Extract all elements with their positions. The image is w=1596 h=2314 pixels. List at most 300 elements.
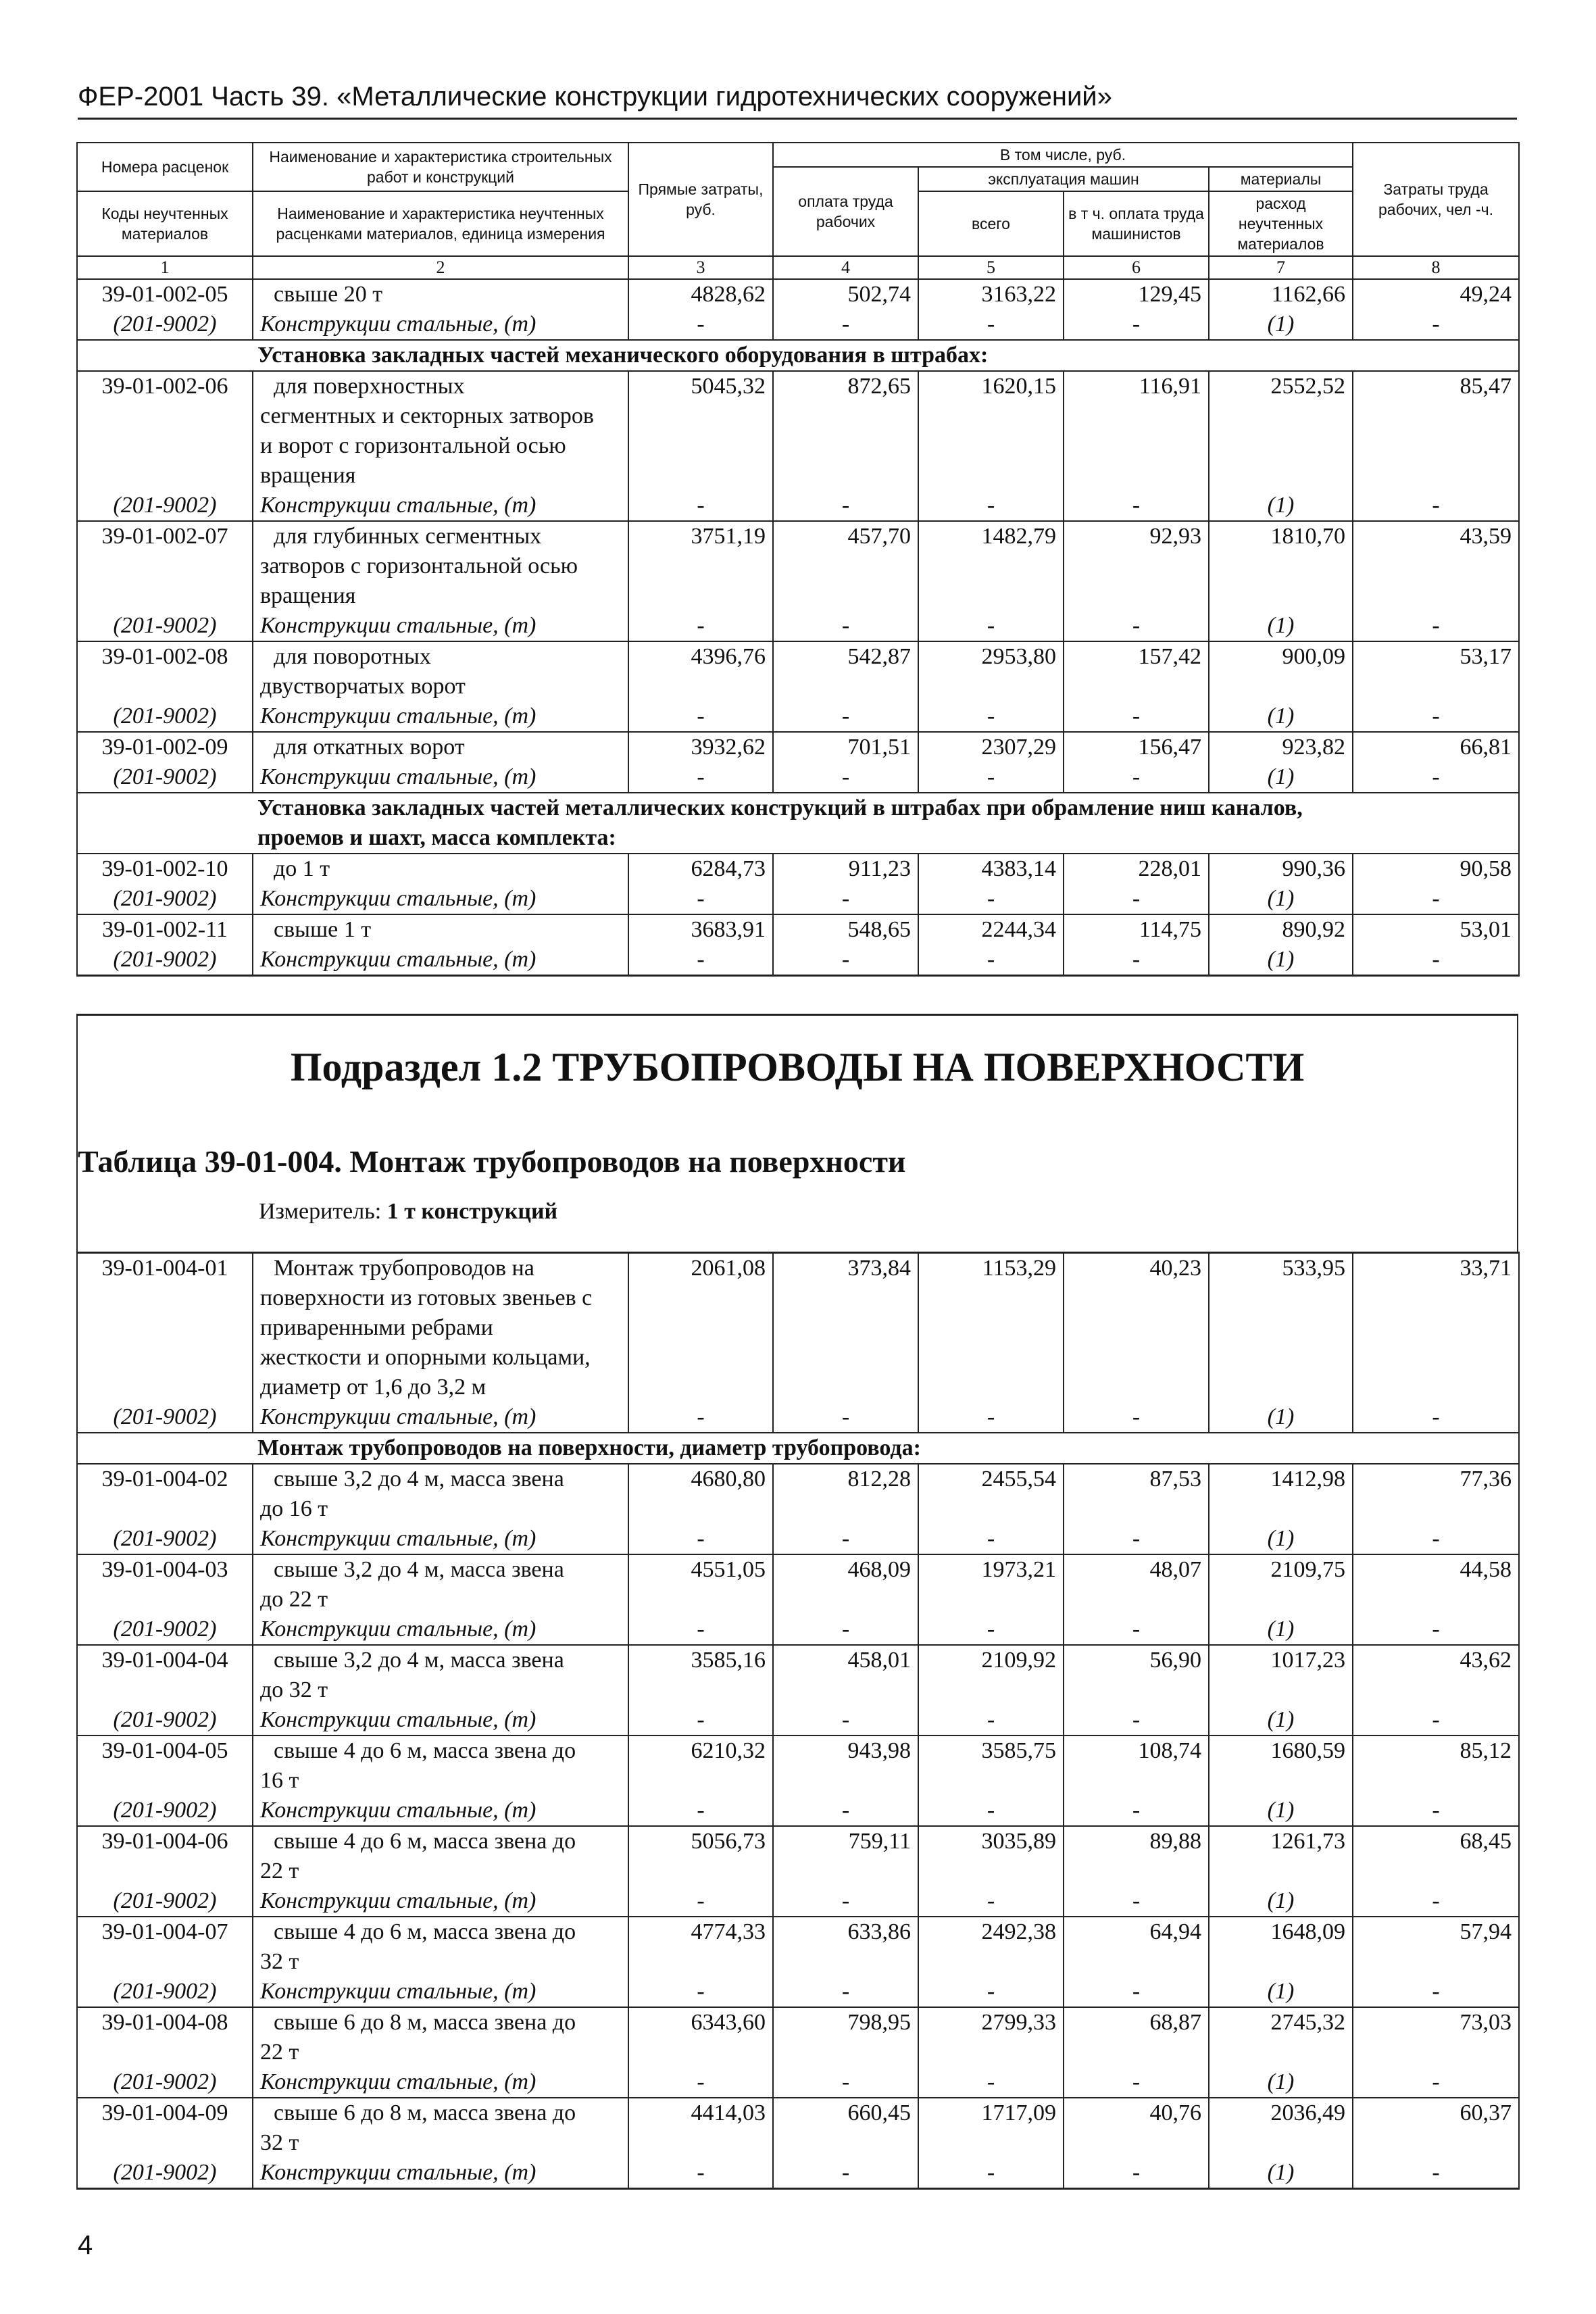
- material-row: [77, 1886, 1519, 1917]
- rate-code: 39-01-004-06: [77, 1826, 253, 1886]
- rate-name: [253, 1464, 628, 1524]
- material-dash: -: [773, 1615, 918, 1645]
- rate-value: 2552,52: [1209, 371, 1353, 491]
- rate-value: 457,70: [773, 521, 918, 611]
- rate-name-line: приваренными ребрами: [260, 1315, 493, 1340]
- rate-value: 44,58: [1353, 1554, 1519, 1615]
- material-dash: -: [773, 310, 918, 340]
- rate-value: 1620,15: [918, 371, 1064, 491]
- rate-value: 759,11: [773, 1826, 918, 1886]
- subsection-title: Подраздел 1.2 ТРУБОПРОВОДЫ НА ПОВЕРХНОСТИ: [290, 1045, 1305, 1089]
- section-row: [77, 1433, 1519, 1464]
- material-dash: -: [1353, 884, 1519, 914]
- rate-row: [77, 1645, 1519, 1705]
- col-num: 3: [628, 256, 773, 279]
- rate-value: 57,94: [1353, 1917, 1519, 1977]
- header-machines-total: всего: [918, 191, 1064, 256]
- material-row: [77, 1615, 1519, 1645]
- rate-code: 39-01-002-05: [77, 279, 253, 310]
- material-qty: (1): [1209, 1886, 1353, 1917]
- rate-value: 43,62: [1353, 1645, 1519, 1705]
- rate-value: 990,36: [1209, 854, 1353, 884]
- rate-value: 798,95: [773, 2007, 918, 2067]
- material-name: Конструкции стальные, (т): [253, 1402, 628, 1433]
- material-dash: -: [1064, 884, 1209, 914]
- rate-value: 3932,62: [628, 732, 773, 762]
- rate-name-line: для глубинных сегментных: [274, 524, 542, 549]
- section-heading-line: Установка закладных частей металлических конструкций в штрабах при обрамление ниш каналов,: [257, 795, 1303, 820]
- material-dash: -: [773, 2067, 918, 2098]
- material-dash: -: [918, 1886, 1064, 1917]
- rate-value: 60,37: [1353, 2098, 1519, 2158]
- material-dash: -: [773, 1524, 918, 1554]
- page-header: ФЕР-2001 Часть 39. «Металлические конструкции гидротехнических сооружений»: [78, 80, 1517, 120]
- material-name: Конструкции стальные, (т): [253, 762, 628, 793]
- rate-row: [77, 1917, 1519, 1977]
- rate-value: 911,23: [773, 854, 918, 884]
- rate-name: [253, 1645, 628, 1705]
- rate-code: 39-01-004-08: [77, 2007, 253, 2067]
- rate-value: 1261,73: [1209, 1826, 1353, 1886]
- rate-row: [77, 1554, 1519, 1615]
- pipelines-table: [76, 1252, 1520, 2190]
- material-code: (201-9002): [77, 701, 253, 732]
- rate-value: 3585,16: [628, 1645, 773, 1705]
- material-dash: -: [1353, 611, 1519, 641]
- rate-value: 1680,59: [1209, 1736, 1353, 1796]
- rate-name-line: свыше 4 до 6 м, масса звена до: [274, 1919, 576, 1944]
- material-dash: -: [1064, 1796, 1209, 1826]
- rate-value: 3035,89: [918, 1826, 1064, 1886]
- rate-value: 156,47: [1064, 732, 1209, 762]
- rate-value: 89,88: [1064, 1826, 1209, 1886]
- rate-name-line: диаметр от 1,6 до 3,2 м: [260, 1375, 487, 1400]
- rate-name-line: до 32 т: [260, 1677, 328, 1702]
- rate-value: 900,09: [1209, 641, 1353, 701]
- rate-value: 116,91: [1064, 371, 1209, 491]
- material-dash: -: [1064, 1977, 1209, 2007]
- rate-name-line: Монтаж трубопроводов на: [274, 1256, 534, 1281]
- rate-name-line: и ворот с горизонтальной осью: [260, 433, 566, 458]
- material-dash: -: [1064, 945, 1209, 976]
- material-dash: -: [628, 491, 773, 521]
- material-dash: -: [918, 491, 1064, 521]
- rate-name-line: до 1 т: [274, 856, 330, 881]
- material-dash: -: [1064, 491, 1209, 521]
- material-qty: (1): [1209, 1977, 1353, 2007]
- material-qty: (1): [1209, 611, 1353, 641]
- rate-value: 6343,60: [628, 2007, 773, 2067]
- material-dash: -: [1353, 1705, 1519, 1736]
- material-qty: (1): [1209, 884, 1353, 914]
- rate-value: 3163,22: [918, 279, 1064, 310]
- rate-name-line: вращения: [260, 583, 356, 608]
- section-heading-line: проемов и шахт, масса комплекта:: [257, 825, 616, 850]
- rate-name: [253, 521, 628, 611]
- material-dash: -: [1353, 2158, 1519, 2189]
- rate-row: [77, 914, 1519, 945]
- col-num: 1: [77, 256, 253, 279]
- material-name: Конструкции стальные, (т): [253, 1705, 628, 1736]
- rate-value: 660,45: [773, 2098, 918, 2158]
- material-dash: -: [773, 1705, 918, 1736]
- material-dash: -: [918, 1977, 1064, 2007]
- rate-value: 85,12: [1353, 1736, 1519, 1796]
- material-name: Конструкции стальные, (т): [253, 701, 628, 732]
- material-row: [77, 1402, 1519, 1433]
- rate-value: 48,07: [1064, 1554, 1209, 1615]
- material-code: (201-9002): [77, 1524, 253, 1554]
- rate-value: 66,81: [1353, 732, 1519, 762]
- material-dash: -: [628, 611, 773, 641]
- rate-code: 39-01-004-07: [77, 1917, 253, 1977]
- material-dash: -: [628, 1886, 773, 1917]
- material-code: (201-9002): [77, 1977, 253, 2007]
- rate-value: 2745,32: [1209, 2007, 1353, 2067]
- material-code: (201-9002): [77, 1615, 253, 1645]
- material-dash: -: [628, 1402, 773, 1433]
- rate-value: 4680,80: [628, 1464, 773, 1524]
- material-dash: -: [628, 1524, 773, 1554]
- material-dash: -: [918, 611, 1064, 641]
- rate-value: 890,92: [1209, 914, 1353, 945]
- material-dash: -: [918, 1402, 1064, 1433]
- material-dash: -: [628, 884, 773, 914]
- rate-value: 77,36: [1353, 1464, 1519, 1524]
- rate-value: 2799,33: [918, 2007, 1064, 2067]
- rate-name: [253, 371, 628, 491]
- material-row: [77, 701, 1519, 732]
- rate-name-line: свыше 3,2 до 4 м, масса звена: [274, 1467, 564, 1492]
- material-dash: -: [628, 1977, 773, 2007]
- rate-value: 53,01: [1353, 914, 1519, 945]
- material-qty: (1): [1209, 762, 1353, 793]
- rate-value: 92,93: [1064, 521, 1209, 611]
- rate-value: 2455,54: [918, 1464, 1064, 1524]
- rate-value: 1482,79: [918, 521, 1064, 611]
- rate-value: 1810,70: [1209, 521, 1353, 611]
- col-num: 6: [1064, 256, 1209, 279]
- rate-value: 90,58: [1353, 854, 1519, 884]
- rate-code: 39-01-004-01: [77, 1253, 253, 1403]
- material-qty: (1): [1209, 1705, 1353, 1736]
- material-dash: -: [1353, 701, 1519, 732]
- section-heading-line: Монтаж трубопроводов на поверхности, диаметр трубопровода:: [257, 1435, 921, 1460]
- material-row: [77, 2158, 1519, 2189]
- material-qty: (1): [1209, 1402, 1353, 1433]
- rate-value: 458,01: [773, 1645, 918, 1705]
- rate-value: 1017,23: [1209, 1645, 1353, 1705]
- rate-value: 468,09: [773, 1554, 918, 1615]
- rate-name-line: свыше 20 т: [274, 282, 383, 307]
- rate-name: [253, 914, 628, 945]
- material-code: (201-9002): [77, 1402, 253, 1433]
- material-name: Конструкции стальные, (т): [253, 310, 628, 340]
- header-material-name: Наименование и характеристика неучтенных расценками материалов, единица измерения: [253, 191, 628, 256]
- rate-name: [253, 1253, 628, 1403]
- rate-value: 157,42: [1064, 641, 1209, 701]
- material-name: Конструкции стальные, (т): [253, 1886, 628, 1917]
- rate-value: 3683,91: [628, 914, 773, 945]
- rate-name-line: свыше 6 до 8 м, масса звена до: [274, 2010, 576, 2035]
- rate-value: 1973,21: [918, 1554, 1064, 1615]
- rate-value: 40,76: [1064, 2098, 1209, 2158]
- material-code: (201-9002): [77, 1796, 253, 1826]
- material-name: Конструкции стальные, (т): [253, 1796, 628, 1826]
- material-row: [77, 1796, 1519, 1826]
- rate-value: 373,84: [773, 1253, 918, 1403]
- rate-code: 39-01-002-10: [77, 854, 253, 884]
- col-num: 2: [253, 256, 628, 279]
- rate-row: [77, 1253, 1519, 1403]
- rate-name-line: двустворчатых ворот: [260, 674, 466, 699]
- rate-row: [77, 2007, 1519, 2067]
- rate-row: [77, 641, 1519, 701]
- rate-value: 1162,66: [1209, 279, 1353, 310]
- rate-name-line: свыше 4 до 6 м, масса звена до: [274, 1829, 576, 1854]
- rate-code: 39-01-002-11: [77, 914, 253, 945]
- material-dash: -: [1353, 1886, 1519, 1917]
- rate-value: 633,86: [773, 1917, 918, 1977]
- material-row: [77, 1524, 1519, 1554]
- material-dash: -: [1064, 1615, 1209, 1645]
- rate-value: 2953,80: [918, 641, 1064, 701]
- rate-value: 33,71: [1353, 1253, 1519, 1403]
- material-dash: -: [1064, 1402, 1209, 1433]
- rate-value: 108,74: [1064, 1736, 1209, 1796]
- rate-value: 85,47: [1353, 371, 1519, 491]
- rate-name-line: для поворотных: [274, 644, 431, 669]
- material-code: (201-9002): [77, 2067, 253, 2098]
- rate-value: 53,17: [1353, 641, 1519, 701]
- material-name: Конструкции стальные, (т): [253, 491, 628, 521]
- material-row: [77, 2067, 1519, 2098]
- rate-value: 701,51: [773, 732, 918, 762]
- material-dash: -: [1064, 611, 1209, 641]
- rate-name: [253, 1826, 628, 1886]
- meter-line: [259, 1197, 557, 1227]
- material-dash: -: [1353, 1402, 1519, 1433]
- material-dash: -: [918, 1524, 1064, 1554]
- rate-value: 4383,14: [918, 854, 1064, 884]
- rates-table: [76, 142, 1520, 977]
- col-num: 5: [918, 256, 1064, 279]
- material-dash: -: [1353, 1615, 1519, 1645]
- material-qty: (1): [1209, 1524, 1353, 1554]
- rate-name-line: свыше 1 т: [274, 917, 372, 942]
- header-machines: эксплуатация машин: [918, 167, 1209, 191]
- material-row: [77, 762, 1519, 793]
- rate-value: 2061,08: [628, 1253, 773, 1403]
- rate-value: 114,75: [1064, 914, 1209, 945]
- material-name: Конструкции стальные, (т): [253, 611, 628, 641]
- material-dash: -: [628, 1615, 773, 1645]
- material-code: (201-9002): [77, 945, 253, 976]
- rate-name-line: 22 т: [260, 1858, 299, 1884]
- rate-name: [253, 279, 628, 310]
- material-row: [77, 1705, 1519, 1736]
- material-dash: -: [918, 884, 1064, 914]
- rate-value: 502,74: [773, 279, 918, 310]
- rate-name: [253, 1917, 628, 1977]
- material-dash: -: [628, 762, 773, 793]
- rate-name-line: вращения: [260, 463, 356, 488]
- rate-row: [77, 279, 1519, 310]
- material-dash: -: [918, 1796, 1064, 1826]
- material-code: (201-9002): [77, 1886, 253, 1917]
- rate-code: 39-01-002-06: [77, 371, 253, 491]
- rate-value: 2307,29: [918, 732, 1064, 762]
- rate-name-line: для откатных ворот: [274, 735, 465, 760]
- rate-value: 872,65: [773, 371, 918, 491]
- rate-value: 49,24: [1353, 279, 1519, 310]
- rate-row: [77, 371, 1519, 491]
- col-num: 7: [1209, 256, 1353, 279]
- material-name: Конструкции стальные, (т): [253, 945, 628, 976]
- rate-value: 87,53: [1064, 1464, 1209, 1524]
- section-heading: [77, 340, 1519, 371]
- rate-value: 1412,98: [1209, 1464, 1353, 1524]
- material-dash: -: [1064, 2067, 1209, 2098]
- material-dash: -: [918, 1705, 1064, 1736]
- rate-value: 6284,73: [628, 854, 773, 884]
- material-dash: -: [773, 884, 918, 914]
- meter-label: Измеритель:: [259, 1199, 382, 1224]
- subsection-block: [76, 1014, 1518, 1252]
- material-name: Конструкции стальные, (т): [253, 1977, 628, 2007]
- rate-name-line: свыше 3,2 до 4 м, масса звена: [274, 1648, 564, 1673]
- page-number: 4: [78, 2230, 93, 2260]
- material-row: [77, 491, 1519, 521]
- header-labor: Затраты труда рабочих, чел -ч.: [1353, 143, 1519, 256]
- material-dash: -: [1064, 310, 1209, 340]
- header-work-name: Наименование и характеристика строительных работ и конструкций: [253, 143, 628, 191]
- rate-name: [253, 1554, 628, 1615]
- rate-name: [253, 1736, 628, 1796]
- material-row: [77, 1977, 1519, 2007]
- rate-name: [253, 854, 628, 884]
- material-qty: (1): [1209, 491, 1353, 521]
- rate-value: 533,95: [1209, 1253, 1353, 1403]
- material-dash: -: [773, 701, 918, 732]
- material-qty: (1): [1209, 2067, 1353, 2098]
- rate-value: 4396,76: [628, 641, 773, 701]
- rate-row: [77, 1826, 1519, 1886]
- rate-name-line: 16 т: [260, 1768, 299, 1793]
- material-qty: (1): [1209, 701, 1353, 732]
- rate-value: 923,82: [1209, 732, 1353, 762]
- rate-value: 4774,33: [628, 1917, 773, 1977]
- rate-value: 64,94: [1064, 1917, 1209, 1977]
- rate-value: 228,01: [1064, 854, 1209, 884]
- material-name: Конструкции стальные, (т): [253, 2158, 628, 2189]
- rate-name-line: свыше 3,2 до 4 м, масса звена: [274, 1557, 564, 1582]
- rate-name: [253, 641, 628, 701]
- rate-value: 4414,03: [628, 2098, 773, 2158]
- material-dash: -: [1353, 1977, 1519, 2007]
- rate-value: 542,87: [773, 641, 918, 701]
- rate-name-line: 32 т: [260, 2130, 299, 2155]
- material-dash: -: [1353, 2067, 1519, 2098]
- rate-value: 548,65: [773, 914, 918, 945]
- rate-value: 2109,75: [1209, 1554, 1353, 1615]
- header-including: В том числе, руб.: [773, 143, 1353, 167]
- material-qty: (1): [1209, 945, 1353, 976]
- rate-name-line: до 22 т: [260, 1587, 328, 1612]
- material-qty: (1): [1209, 310, 1353, 340]
- rate-value: 1717,09: [918, 2098, 1064, 2158]
- header-material-codes: Коды неучтенных материалов: [77, 191, 253, 256]
- rate-name-line: свыше 6 до 8 м, масса звена до: [274, 2100, 576, 2125]
- rate-name: [253, 2007, 628, 2067]
- material-code: (201-9002): [77, 762, 253, 793]
- material-code: (201-9002): [77, 1705, 253, 1736]
- rate-name-line: 22 т: [260, 2040, 299, 2065]
- material-dash: -: [1064, 2158, 1209, 2189]
- rate-value: 2244,34: [918, 914, 1064, 945]
- material-dash: -: [918, 762, 1064, 793]
- rate-value: 3751,19: [628, 521, 773, 611]
- material-code: (201-9002): [77, 2158, 253, 2189]
- rate-value: 68,87: [1064, 2007, 1209, 2067]
- material-dash: -: [1064, 1886, 1209, 1917]
- header-materials-sub: расход неучтенных материалов: [1209, 191, 1353, 256]
- material-row: [77, 611, 1519, 641]
- material-row: [77, 884, 1519, 914]
- rate-row: [77, 732, 1519, 762]
- section-heading: [77, 793, 1519, 854]
- material-dash: -: [1064, 1524, 1209, 1554]
- section-row: [77, 340, 1519, 371]
- material-dash: -: [1064, 1705, 1209, 1736]
- rate-value: 56,90: [1064, 1645, 1209, 1705]
- rate-code: 39-01-002-08: [77, 641, 253, 701]
- material-dash: -: [773, 1886, 918, 1917]
- rate-value: 6210,32: [628, 1736, 773, 1796]
- rate-value: 2036,49: [1209, 2098, 1353, 2158]
- rate-value: 68,45: [1353, 1826, 1519, 1886]
- rate-code: 39-01-004-09: [77, 2098, 253, 2158]
- material-code: (201-9002): [77, 310, 253, 340]
- table-title: Таблица 39-01-004. Монтаж трубопроводов на поверхности: [78, 1144, 906, 1179]
- rate-value: 1648,09: [1209, 1917, 1353, 1977]
- material-dash: -: [1353, 310, 1519, 340]
- material-code: (201-9002): [77, 884, 253, 914]
- material-dash: -: [1353, 1524, 1519, 1554]
- material-dash: -: [918, 2067, 1064, 2098]
- material-name: Конструкции стальные, (т): [253, 2067, 628, 2098]
- rate-value: 4551,05: [628, 1554, 773, 1615]
- rate-name: [253, 2098, 628, 2158]
- rate-value: 5045,32: [628, 371, 773, 491]
- section-heading: [77, 1433, 1519, 1464]
- material-dash: -: [773, 1977, 918, 2007]
- material-dash: -: [773, 1402, 918, 1433]
- material-dash: -: [773, 2158, 918, 2189]
- material-dash: -: [918, 945, 1064, 976]
- rate-code: 39-01-004-05: [77, 1736, 253, 1796]
- material-qty: (1): [1209, 2158, 1353, 2189]
- material-dash: -: [918, 701, 1064, 732]
- header-machinists: в т ч. оплата труда машинистов: [1064, 191, 1209, 256]
- rate-value: 3585,75: [918, 1736, 1064, 1796]
- material-dash: -: [1353, 491, 1519, 521]
- rate-value: 4828,62: [628, 279, 773, 310]
- header-direct-costs: Прямые затраты, руб.: [628, 143, 773, 256]
- rate-name-line: затворов с горизонтальной осью: [260, 553, 578, 578]
- meter-value: 1 т конструкций: [386, 1199, 558, 1224]
- material-dash: -: [1353, 1796, 1519, 1826]
